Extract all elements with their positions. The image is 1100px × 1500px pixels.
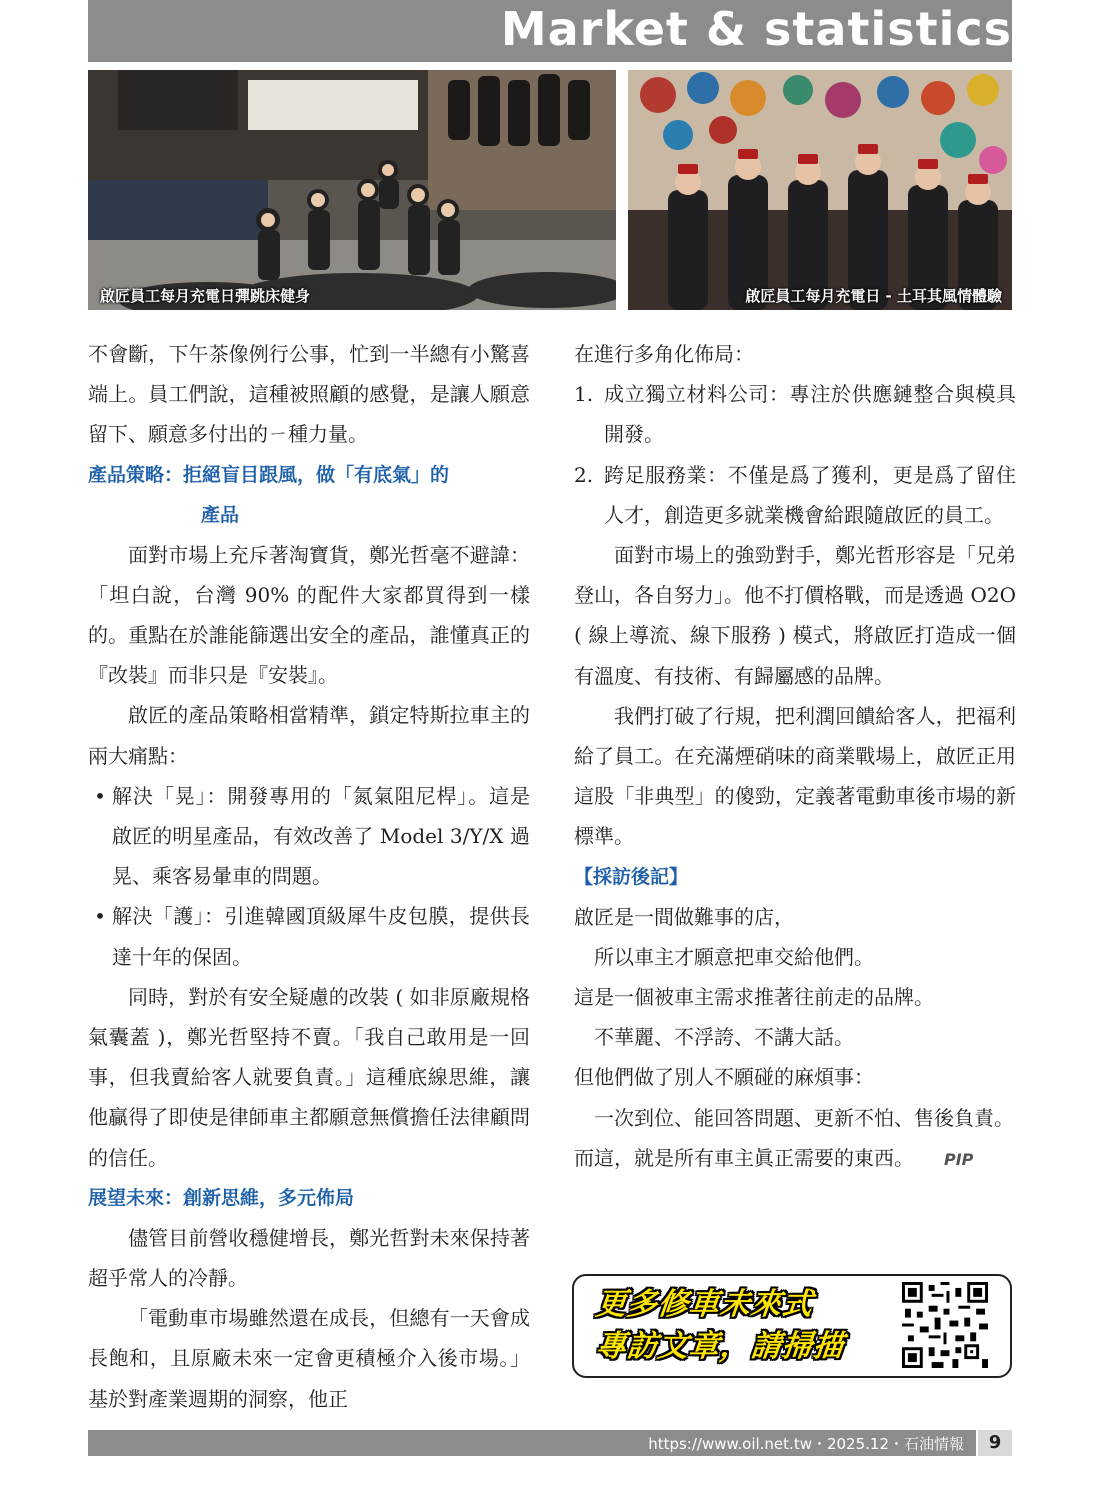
section-heading-product-strategy: 產品策略：拒絕盲目跟風，做「有底氣」的	[88, 463, 450, 486]
right-paragraph-3: 我們打破了行規，把利潤回饋給客人，把福利給了員工。在充滿煙硝味的商業戰場上，啟匠正用這股「非典型」的傻勁，定義著電動車後市場的新標準。	[574, 703, 1016, 849]
page-number: 9	[978, 1430, 1012, 1456]
section-heading-future-outlook: 展望未來：創新思維，多元佈局	[88, 1186, 355, 1209]
left-paragraph-2: 面對市場上充斥著淘寶貨，鄭光哲毫不避諱：「坦白說，台灣 90% 的配件大家都買得到一樣的。重點在於誰能篩選出安全的產品，誰懂真正的『改裝』而非只是『安裝』。	[88, 542, 530, 688]
postscript-line-7: 而這，就是所有車主眞正需要的東西。	[574, 1145, 914, 1170]
numbered-item-text-1: 成立獨立材料公司：專注於供應鏈整合與模具開發。	[604, 382, 1016, 447]
section-header-bar	[88, 0, 1012, 62]
right-paragraph-1: 在進行多角化佈局：	[574, 342, 754, 366]
promo-scan-box[interactable]	[572, 1274, 1012, 1378]
photo-turkish-image	[628, 70, 1012, 310]
bullet-marker: •	[94, 783, 106, 808]
numbered-item-2	[574, 455, 1016, 535]
postscript-line-2: 所以車主才願意把車交給他們。	[594, 944, 874, 969]
left-paragraph-3: 啟匠的產品策略相當精準，鎖定特斯拉車主的兩大痛點：	[88, 703, 530, 768]
postscript-line-7-wrapper	[574, 1138, 1016, 1180]
bullet-item-1	[88, 776, 530, 897]
numbered-item-marker: 2.	[574, 462, 594, 487]
postscript-line-5: 但他們做了別人不願碰的麻煩事：	[574, 1065, 874, 1090]
section-title: Market & statistics	[500, 2, 1012, 56]
photo-caption-left: 啟匠員工每月充電日彈跳床健身	[100, 287, 311, 305]
pip-signoff-mark: PIP	[944, 1149, 974, 1169]
section-heading-product-strategy-cont: 產品	[201, 503, 240, 526]
bullet-marker: •	[94, 904, 106, 929]
postscript-line-6: 一次到位、能回答問題、更新不怕、售後負責。	[594, 1105, 1014, 1130]
article-column-right	[574, 334, 1016, 1180]
left-paragraph-6: 「電動車市場雖然還在成長，但總有一天會成長飽和，且原廠未來一定會更積極介入後市場。」基於對產業週期的洞察，他正	[88, 1306, 530, 1411]
left-paragraph-5: 儘管目前營收穩健增長，鄭光哲對未來保持著超乎常人的冷靜。	[88, 1225, 530, 1291]
photo-trampoline-image	[88, 70, 616, 310]
left-paragraph-4: 同時，對於有安全疑慮的改裝 ( 如非原廠規格氣囊蓋 )，鄭光哲堅持不賣。「我自己敢用是一回事，但我賣給客人就要負責。」這種底線思維，讓他贏得了即使是律師車主都願意無償擔任法律顧問的信任。	[88, 984, 530, 1170]
numbered-item-1	[574, 374, 1016, 454]
footer-url-issue[interactable]: https://www.oil.net.tw・2025.12・石油情報	[648, 1435, 964, 1453]
left-paragraph-1: 不會斷，下午茶像例行公事，忙到一半總有小驚喜端上。員工們說，這種被照顧的感覺，是讓人願意留下、願意多付出的ㄧ種力量。	[88, 342, 530, 447]
bullet-item-2	[88, 896, 530, 976]
postscript-line-1: 啟匠是一間做難事的店，	[574, 904, 794, 929]
numbered-item-text-2: 跨足服務業：不僅是爲了獲利，更是爲了留住人才，創造更多就業機會給跟隨啟匠的員工。	[604, 462, 1016, 527]
photo-turkish-experience	[628, 70, 1012, 310]
postscript-line-3: 這是一個被車主需求推著往前走的品牌。	[574, 985, 934, 1010]
qr-code-icon[interactable]	[902, 1282, 988, 1368]
photo-trampoline-fitness	[88, 70, 616, 310]
postscript-line-4: 不華麗、不浮誇、不講大話。	[594, 1025, 854, 1050]
photo-caption-right: 啟匠員工每月充電日 - 土耳其風情體驗	[745, 287, 1002, 305]
promo-line-2: 專訪文章，請掃描	[594, 1329, 846, 1364]
right-paragraph-2: 面對市場上的強勁對手，鄭光哲形容是「兄弟登山，各自努力」。他不打價格戰，而是透過 O2O ( 線上導流、線下服務 ) 模式，將啟匠打造成一個有溫度、有技術、有歸屬感的品牌。	[574, 543, 1016, 688]
footer-bar	[88, 1430, 976, 1456]
article-column-left	[88, 334, 530, 1419]
postscript-heading: 【採訪後記】	[574, 865, 689, 888]
promo-line-1: 更多修車未來式	[594, 1287, 815, 1322]
numbered-item-marker: 1.	[574, 382, 594, 407]
bullet-text-2: 解決「護」：引進韓國頂級犀牛皮包膜，提供長達十年的保固。	[112, 904, 530, 969]
bullet-text-1: 解決「晃」：開發專用的「氮氣阻尼桿」。這是啟匠的明星產品，有效改善了 Model 3/Y/X 過晃、乘客易暈車的問題。	[112, 783, 530, 889]
